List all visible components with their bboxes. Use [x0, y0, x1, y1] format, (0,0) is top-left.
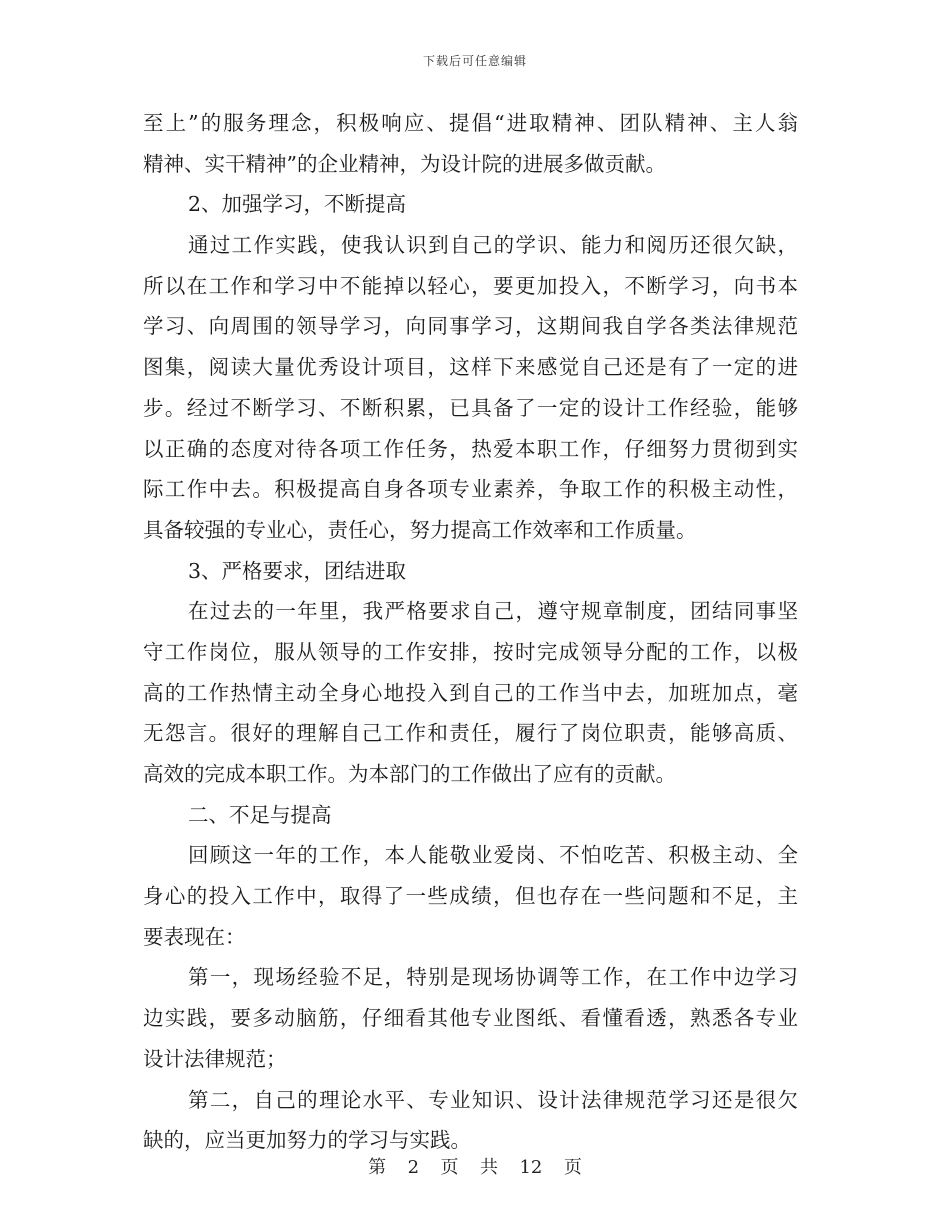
- text-line: 3、严格要求，团结进取: [188, 558, 407, 583]
- footer-page-word: 页: [440, 1157, 459, 1178]
- text-line: 第一，现场经验不足，特别是现场协调等工作，在工作中边学习: [188, 965, 798, 990]
- text-line: 高效的完成本职工作。为本部门的工作做出了应有的贡献。: [143, 762, 676, 786]
- text-line: 精神、实干精神”的企业精神，为设计院的进展多做贡献。: [143, 151, 666, 176]
- footer-total-word: 共: [480, 1157, 498, 1178]
- text-line: 通过工作实践，使我认识到自己的学识、能力和阅历还很欠缺，: [188, 233, 798, 258]
- text-line: 以正确的态度对待各项工作任务，热爱本职工作，仔细努力贯彻到实: [143, 436, 798, 461]
- text-line: 高的工作热情主动全身心地投入到自己的工作当中去，加班加点，毫: [143, 680, 798, 705]
- text-line: 所以在工作和学习中不能掉以轻心，要更加投入，不断学习，向书本: [143, 273, 798, 298]
- text-line: 无怨言。很好的理解自己工作和责任，履行了岗位职责，能够高质、: [143, 721, 798, 746]
- text-line: 要表现在：: [143, 924, 246, 949]
- text-line: 设计法律规范；: [143, 1046, 287, 1071]
- current-page-number: 2: [407, 1157, 420, 1178]
- text-line: 缺的，应当更加努力的学习与实践。: [143, 1128, 471, 1153]
- text-line: 学习、向周围的领导学习，向同事学习，这期间我自学各类法律规范: [143, 314, 798, 339]
- text-line: 际工作中去。积极提高自身各项专业素养，争取工作的积极主动性，: [143, 477, 798, 502]
- footer-prefix: 第: [368, 1157, 387, 1178]
- text-line: 守工作岗位，服从领导的工作安排，按时完成领导分配的工作，以极: [143, 639, 798, 664]
- text-line: 图集，阅读大量优秀设计项目，这样下来感觉自己还是有了一定的进: [143, 355, 798, 380]
- text-line: 步。经过不断学习、不断积累，已具备了一定的设计工作经验，能够: [143, 395, 798, 420]
- document-body: [143, 103, 798, 1161]
- text-line: 2、加强学习，不断提高: [188, 192, 407, 217]
- text-line: 回顾这一年的工作，本人能敬业爱岗、不怕吃苦、积极主动、全: [188, 843, 798, 868]
- text-line: 二、不足与提高: [188, 802, 332, 827]
- page-number-footer: [0, 1153, 950, 1179]
- text-line: 边实践，要多动脑筋，仔细看其他专业图纸、看懂看透，熟悉各专业: [143, 1006, 798, 1031]
- text-line: 具备较强的专业心，责任心，努力提高工作效率和工作质量。: [143, 517, 697, 542]
- page-header-note: 下载后可任意编辑: [422, 54, 527, 68]
- text-line: 在过去的一年里，我严格要求自己，遵守规章制度，团结同事坚: [188, 599, 798, 624]
- text-line: 身心的投入工作中，取得了一些成绩，但也存在一些问题和不足，主: [143, 884, 798, 909]
- text-line: 至上”的服务理念，积极响应、提倡“进取精神、团队精神、主人翁: [143, 111, 798, 135]
- total-page-count: 12: [519, 1157, 543, 1178]
- text-line: 第二，自己的理论水平、专业知识、设计法律规范学习还是很欠: [188, 1087, 798, 1112]
- footer-suffix: 页: [563, 1157, 582, 1178]
